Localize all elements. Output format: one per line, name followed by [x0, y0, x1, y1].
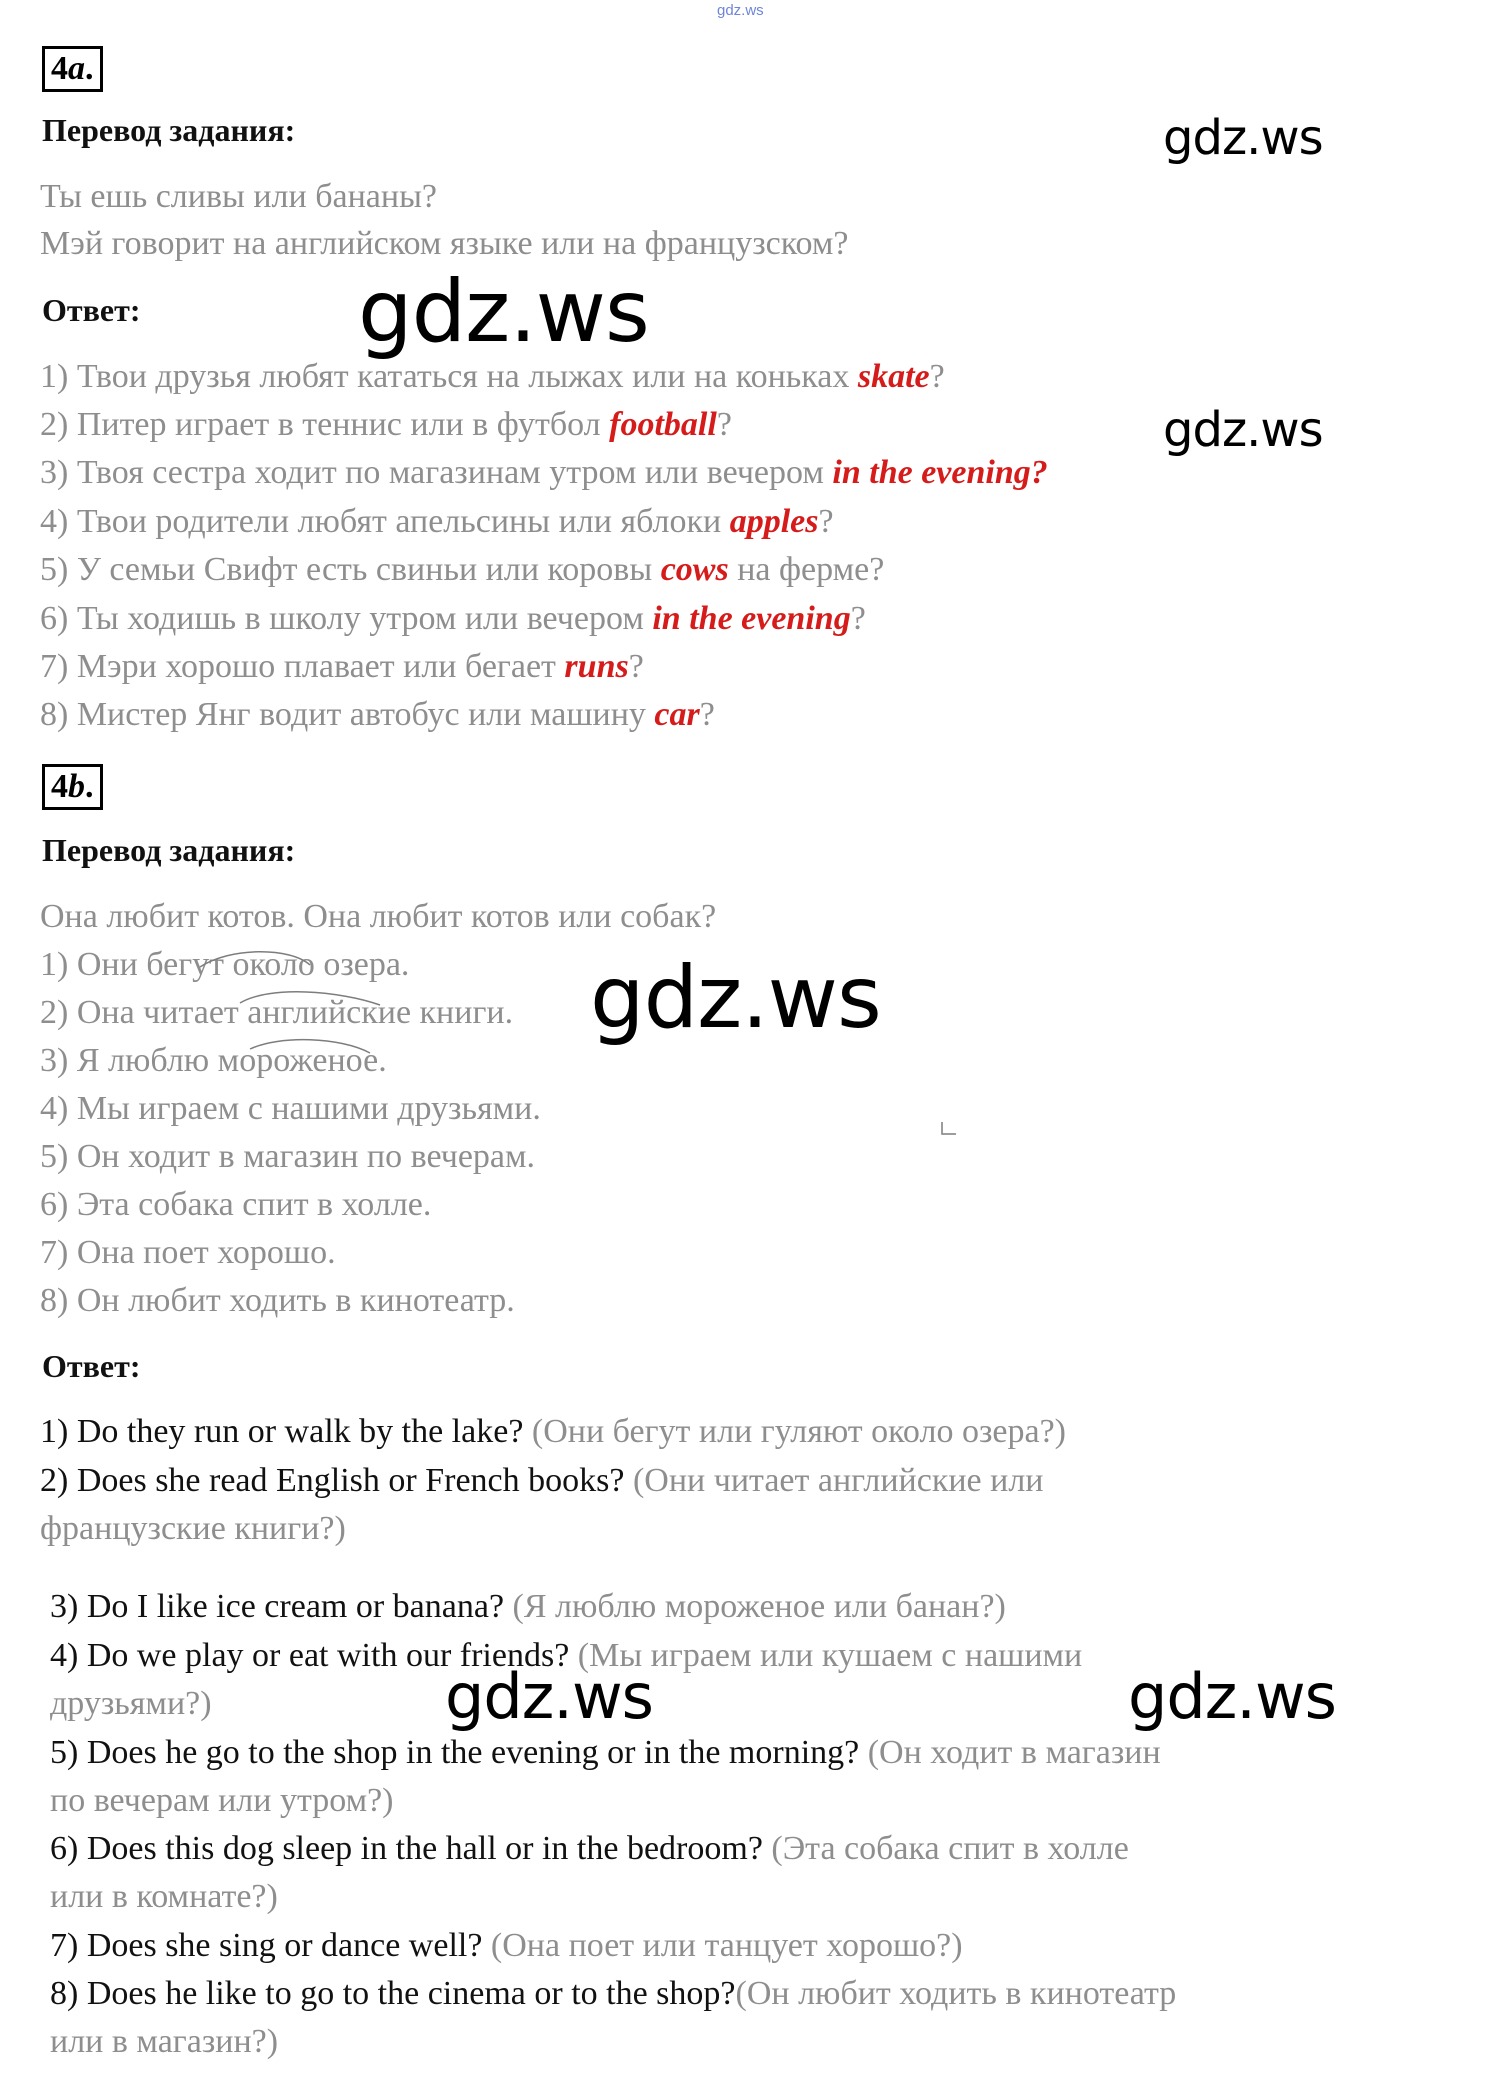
translation-line: Она любит котов. Она любит котов или собак? [40, 898, 717, 935]
answer-line-cont: или в магазин?) [50, 2023, 279, 2060]
answer-prompt: 8) Мистер Янг водит автобус или машину [40, 696, 655, 733]
translation-line: 2) Она читает английские книги. [40, 994, 514, 1031]
answer-line-cont: или в комнате?) [50, 1878, 278, 1915]
answer-line [50, 1975, 1176, 2013]
answer-prompt: 5) У семьи Свифт есть свиньи или коровы [40, 551, 661, 588]
task-number: 4 [51, 50, 68, 87]
answer-end: ? [699, 696, 715, 733]
answer-word: runs [564, 648, 629, 685]
watermark: gdz.ws [590, 948, 881, 1048]
english-question: 3) Do I like ice cream or banana? [50, 1588, 505, 1625]
answer-word: car [654, 696, 700, 733]
task-number: 4 [51, 768, 68, 805]
english-question: 7) Does she sing or dance well? [50, 1927, 483, 1964]
russian-translation: (Эта собака спит в холле [762, 1830, 1129, 1867]
answer-prompt: 1) Твои друзья любят кататься на лыжах или на коньках [40, 358, 858, 395]
english-question: 4) Do we play or eat with our friends? [50, 1637, 570, 1674]
translation-line: 4) Мы играем с нашими друзьями. [40, 1090, 541, 1127]
watermark: gdz.ws [1128, 1660, 1336, 1733]
translation-line: 6) Эта собака спит в холле. [40, 1186, 432, 1223]
russian-translation: (Он любит ходить в кинотеатр [735, 1975, 1177, 2012]
answer-line-cont: по вечерам или утром?) [50, 1782, 394, 1819]
answer-word: in the evening? [832, 454, 1048, 491]
answer-word: football [609, 406, 717, 443]
english-question: 8) Does he like to go to the cinema or to the shop? [50, 1975, 736, 2012]
answer-word: apples [729, 503, 819, 540]
task-dot: . [85, 768, 94, 805]
answer-line [40, 696, 715, 734]
watermark: gdz.ws [358, 262, 649, 362]
watermark: gdz.ws [1163, 402, 1323, 458]
answer-end: ? [850, 600, 866, 637]
answer-line-cont: французские книги?) [40, 1510, 346, 1547]
answer-line-cont: друзьями?) [50, 1685, 212, 1722]
translation-line: 8) Он любит ходить в кинотеатр. [40, 1282, 515, 1319]
english-question: 2) Does she read English or French books? [40, 1462, 625, 1499]
answer-end: ? [929, 358, 945, 395]
answer-line [50, 1734, 1161, 1772]
english-question: 5) Does he go to the shop in the evening or in the morning? [50, 1734, 860, 1771]
task-letter: a [68, 50, 85, 87]
answer-prompt: 4) Твои родители любят апельсины или яблоки [40, 503, 730, 540]
answer-end: ? [628, 648, 644, 685]
answer-line [40, 648, 644, 686]
answer-end: на ферме? [728, 551, 885, 588]
top-watermark: gdz.ws [717, 2, 764, 19]
translation-line: 7) Она поет хорошо. [40, 1234, 336, 1271]
english-question: 6) Does this dog sleep in the hall or in the bedroom? [50, 1830, 763, 1867]
translation-line: Мэй говорит на английском языке или на французском? [40, 225, 849, 262]
task-dot: . [85, 50, 94, 87]
translation-line: Ты ешь сливы или бананы? [40, 178, 438, 215]
answer-line [40, 1462, 1043, 1500]
translation-heading-4b: Перевод задания: [42, 832, 296, 868]
task-label-4a [42, 46, 103, 92]
answer-end: ? [818, 503, 834, 540]
scan-mark [940, 1120, 960, 1140]
answer-heading-4b: Ответ: [42, 1348, 141, 1384]
task-letter: b [68, 768, 85, 805]
answer-line [40, 1413, 1066, 1451]
answer-end: ? [716, 406, 732, 443]
answer-prompt: 6) Ты ходишь в школу утром или вечером [40, 600, 653, 637]
translation-line: 3) Я люблю мороженое. [40, 1042, 387, 1079]
answer-word: skate [857, 358, 930, 395]
russian-translation: (Мы играем или кушаем с нашими [569, 1637, 1083, 1674]
russian-translation: (Они читает английские или [624, 1462, 1044, 1499]
task-label-4b [42, 764, 103, 810]
answer-line [40, 503, 834, 541]
watermark: gdz.ws [445, 1660, 653, 1733]
answer-word: in the evening [652, 600, 851, 637]
scan-scribble [180, 945, 600, 1065]
russian-translation: (Я люблю мороженое или банан?) [504, 1588, 1006, 1625]
answer-line [50, 1830, 1129, 1868]
answer-prompt: 2) Питер играет в теннис или в футбол [40, 406, 610, 443]
translation-line: 5) Он ходит в магазин по вечерам. [40, 1138, 536, 1175]
answer-line [40, 358, 945, 396]
answer-line [40, 551, 884, 589]
russian-translation: (Он ходит в магазин [859, 1734, 1161, 1771]
answer-heading-4a: Ответ: [42, 292, 141, 328]
russian-translation: (Они бегут или гуляют около озера?) [523, 1413, 1066, 1450]
english-question: 1) Do they run or walk by the lake? [40, 1413, 524, 1450]
answer-line [50, 1588, 1006, 1626]
answer-line [40, 406, 732, 444]
answer-word: cows [660, 551, 729, 588]
answer-line [40, 454, 1048, 492]
answer-line [50, 1927, 963, 1965]
watermark: gdz.ws [1163, 110, 1323, 166]
translation-line: 1) Они бегут около озера. [40, 946, 410, 983]
translation-heading-4a: Перевод задания: [42, 112, 296, 148]
russian-translation: (Она поет или танцует хорошо?) [482, 1927, 963, 1964]
answer-prompt: 7) Мэри хорошо плавает или бегает [40, 648, 565, 685]
answer-prompt: 3) Твоя сестра ходит по магазинам утром или вечером [40, 454, 833, 491]
answer-line [40, 600, 866, 638]
